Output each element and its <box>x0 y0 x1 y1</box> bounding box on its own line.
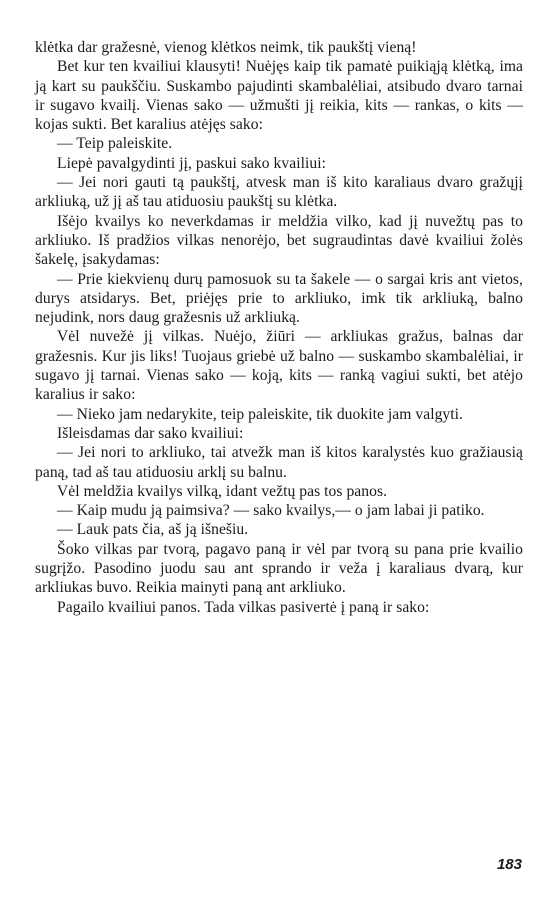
paragraph: — Kaip mudu ją paimsiva? — sako kvailys,— o jam labai ji patiko. <box>57 502 485 520</box>
page-number: 183 <box>496 856 522 873</box>
paragraph: — Teip paleiskite. <box>57 135 173 153</box>
paragraph: Liepė pavalgydinti jį, paskui sako kvailiui: <box>57 154 326 172</box>
paragraph: Bet kur ten kvailiui klausyti! Nuėjęs kaip tik pamatė puikiąją klėtką, ima ją kart su paukščiu. Suskambo pajudinti skambalėliai, atsibudo dvaro tarnai ir sugavo kvailį. Vienas sako — užmušti jį reikia, kits — rankas, o kits — kojas sukti. Bet karalius atėjęs sako: <box>35 58 523 134</box>
paragraph: Vėl nuvežė jį vilkas. Nuėjo, žiūri — arkliukas gražus, balnas dar gražesnis. Kur jis liks! Tuojaus griebė už balno — suskambo skambalėliai, ir sugavo jį tarnai. Vienas sako — koją, kits — ranką vagiui sukti, bet atėjo karalius ir sako: <box>35 328 523 404</box>
page-body <box>35 38 523 617</box>
paragraph: Vėl meldžia kvailys vilką, idant vežtų pas tos panos. <box>57 482 388 500</box>
paragraph: — Jei nori gauti tą paukštį, atvesk man iš kito karaliaus dvaro gražųjį arkliuką, už jį aš tau atiduosiu paukštį su klėtka. <box>35 174 523 211</box>
paragraph: Išėjo kvailys ko neverkdamas ir meldžia vilko, kad jį nuvežtų pas to arkliuko. Iš pradžios vilkas nenorėjo, bet sugraudintas davė kvailiui žolės šakelę, įsakydamas: <box>35 212 523 269</box>
paragraph: — Jei nori to arkliuko, tai atvežk man iš kitos karalystės kuo gražiausią paną, tad aš tau atiduosiu arklį su balnu. <box>35 444 523 481</box>
paragraph: — Prie kiekvienų durų pamosuok su ta šakele — o sargai kris ant vietos, durys atsidarys. Bet, priėjęs prie to arkliuko, imk tik arkliuką, balno nejudink, nors daug gražesnis už arkliuką. <box>35 270 523 327</box>
paragraph: klėtka dar gražesnė, vienog klėtkos neimk, tik paukštį vieną! <box>35 39 417 56</box>
paragraph: — Nieko jam nedarykite, teip paleiskite, tik duokite jam valgyti. <box>57 405 463 423</box>
paragraph: Šoko vilkas par tvorą, pagavo paną ir vėl par tvorą su pana prie kvailio sugrįžo. Pasodino juodu sau ant sprando ir veža į karaliaus dvarą, kur arkliukas buvo. Reikia mainyti paną ant arkliuko. <box>35 540 523 597</box>
paragraph: Pagailo kvailiui panos. Tada vilkas pasivertė į paną ir sako: <box>57 598 430 616</box>
paragraph: Išleisdamas dar sako kvailiui: <box>57 424 244 442</box>
paragraph: — Lauk pats čia, aš ją išnešiu. <box>57 521 249 539</box>
